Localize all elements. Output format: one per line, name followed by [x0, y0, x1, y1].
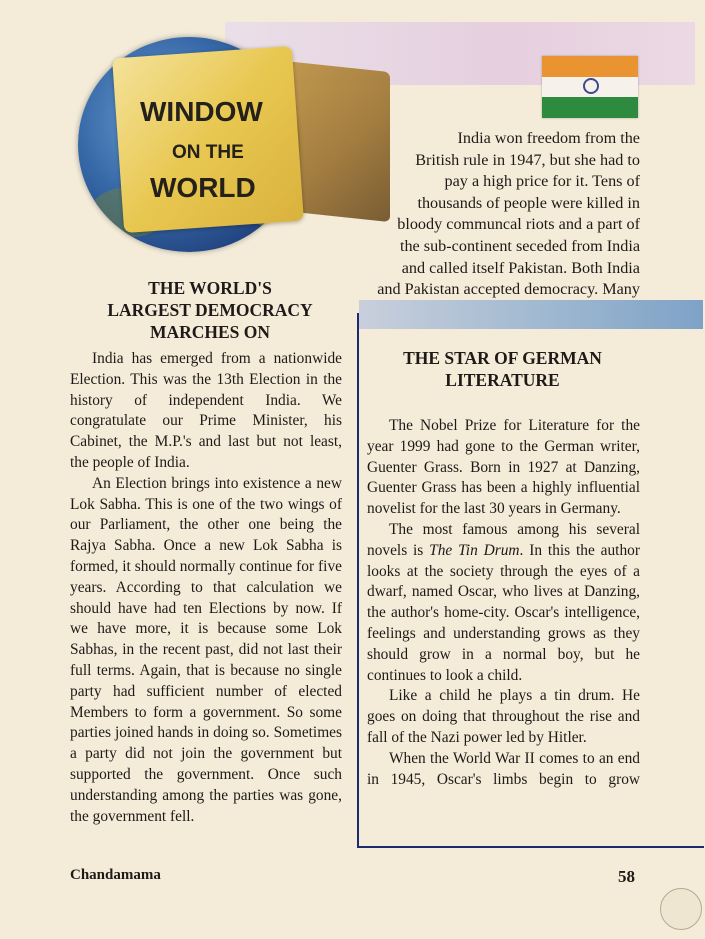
title-line: MARCHES ON: [149, 322, 271, 342]
title-line: THE STAR OF GERMAN: [403, 348, 602, 368]
article-title-german-literature: [370, 347, 635, 391]
book-title: The Tin Drum: [429, 541, 520, 559]
intro-line: and called itself Pakistan. Both India: [401, 258, 640, 277]
logo-panel: [112, 46, 304, 233]
ashoka-chakra-icon: [583, 78, 599, 94]
title-line: LITERATURE: [445, 370, 560, 390]
paragraph: An Election brings into existence a new Lok Sabha. This is one of the two wings of our Parliament, the other one being the Rajya Sabha. Once a new Lok Sabha is formed, it should normally continue for five years. According to that calculation we should have had ten Elections by now. If we have more, it is because some Lok Sabhas, in the recent past, did not last their full terms. Again, that is because no single party had sufficient number of elected Members to form a government. So some parties joined hands in doing so. Sometimes a party did not join the government but supported the government. Once such understanding among the parties was gone, the government fell.: [70, 474, 342, 825]
logo-text-window: WINDOW: [140, 96, 263, 127]
intro-paragraph: [338, 128, 640, 301]
logo-text-on-the: ON THE: [172, 142, 244, 163]
article-title-democracy: [60, 277, 360, 343]
intro-line: and Pakistan accepted democracy. Many: [377, 280, 640, 299]
intro-line: the sub-continent seceded from India: [399, 236, 640, 255]
intro-line: pay a high price for it. Tens of: [444, 172, 640, 191]
stamp-seal-icon: [660, 888, 702, 930]
paragraph: India has emerged from a nationwide Election. This was the 13th Election in the history of independent India. We congratulate our Prime Minister, his Cabinet, the M.P.'s and last but not least, the people of India.: [70, 350, 342, 471]
title-line: LARGEST DEMOCRACY: [107, 300, 313, 320]
paragraph: Like a child he plays a tin drum. He goes on doing that throughout the rise and fall of the Nazi power led by Hitler.: [367, 687, 640, 746]
page-number: 58: [618, 867, 635, 886]
intro-line: thousands of people were killed in: [417, 193, 640, 212]
paragraph: When the World War II comes to an end in 1945, Oscar's limbs begin to grow: [367, 749, 640, 788]
article-body-german-literature: [367, 416, 640, 790]
paragraph: [367, 520, 640, 686]
magazine-name: Chandamama: [70, 867, 161, 883]
intro-line: bloody communcal riots and a part of: [397, 215, 640, 234]
text-run: The most famous among his several novels is: [367, 520, 640, 559]
article-body-democracy: [70, 349, 342, 827]
india-flag-icon: [542, 56, 638, 118]
intro-line: British rule in 1947, but she had to: [415, 150, 640, 169]
title-line: THE WORLD'S: [148, 278, 272, 298]
logo-text-world: WORLD: [150, 172, 256, 203]
paragraph: The Nobel Prize for Literature for the year 1999 had gone to the German writer, Guenter Grass. Born in 1927 at Danzing, Guenter Grass has been a highly influential novelist for the last 30 years in Germany.: [367, 417, 640, 518]
text-run: . In this the author looks at the society through the eyes of a dwarf, named Oscar, who lives at Danzing, the author's home-city. Oscar's intelligence, feelings and understanding grows as they should grow in a normal boy, but he continues to look a child.: [367, 541, 640, 684]
intro-line: India won freedom from the: [457, 129, 640, 147]
